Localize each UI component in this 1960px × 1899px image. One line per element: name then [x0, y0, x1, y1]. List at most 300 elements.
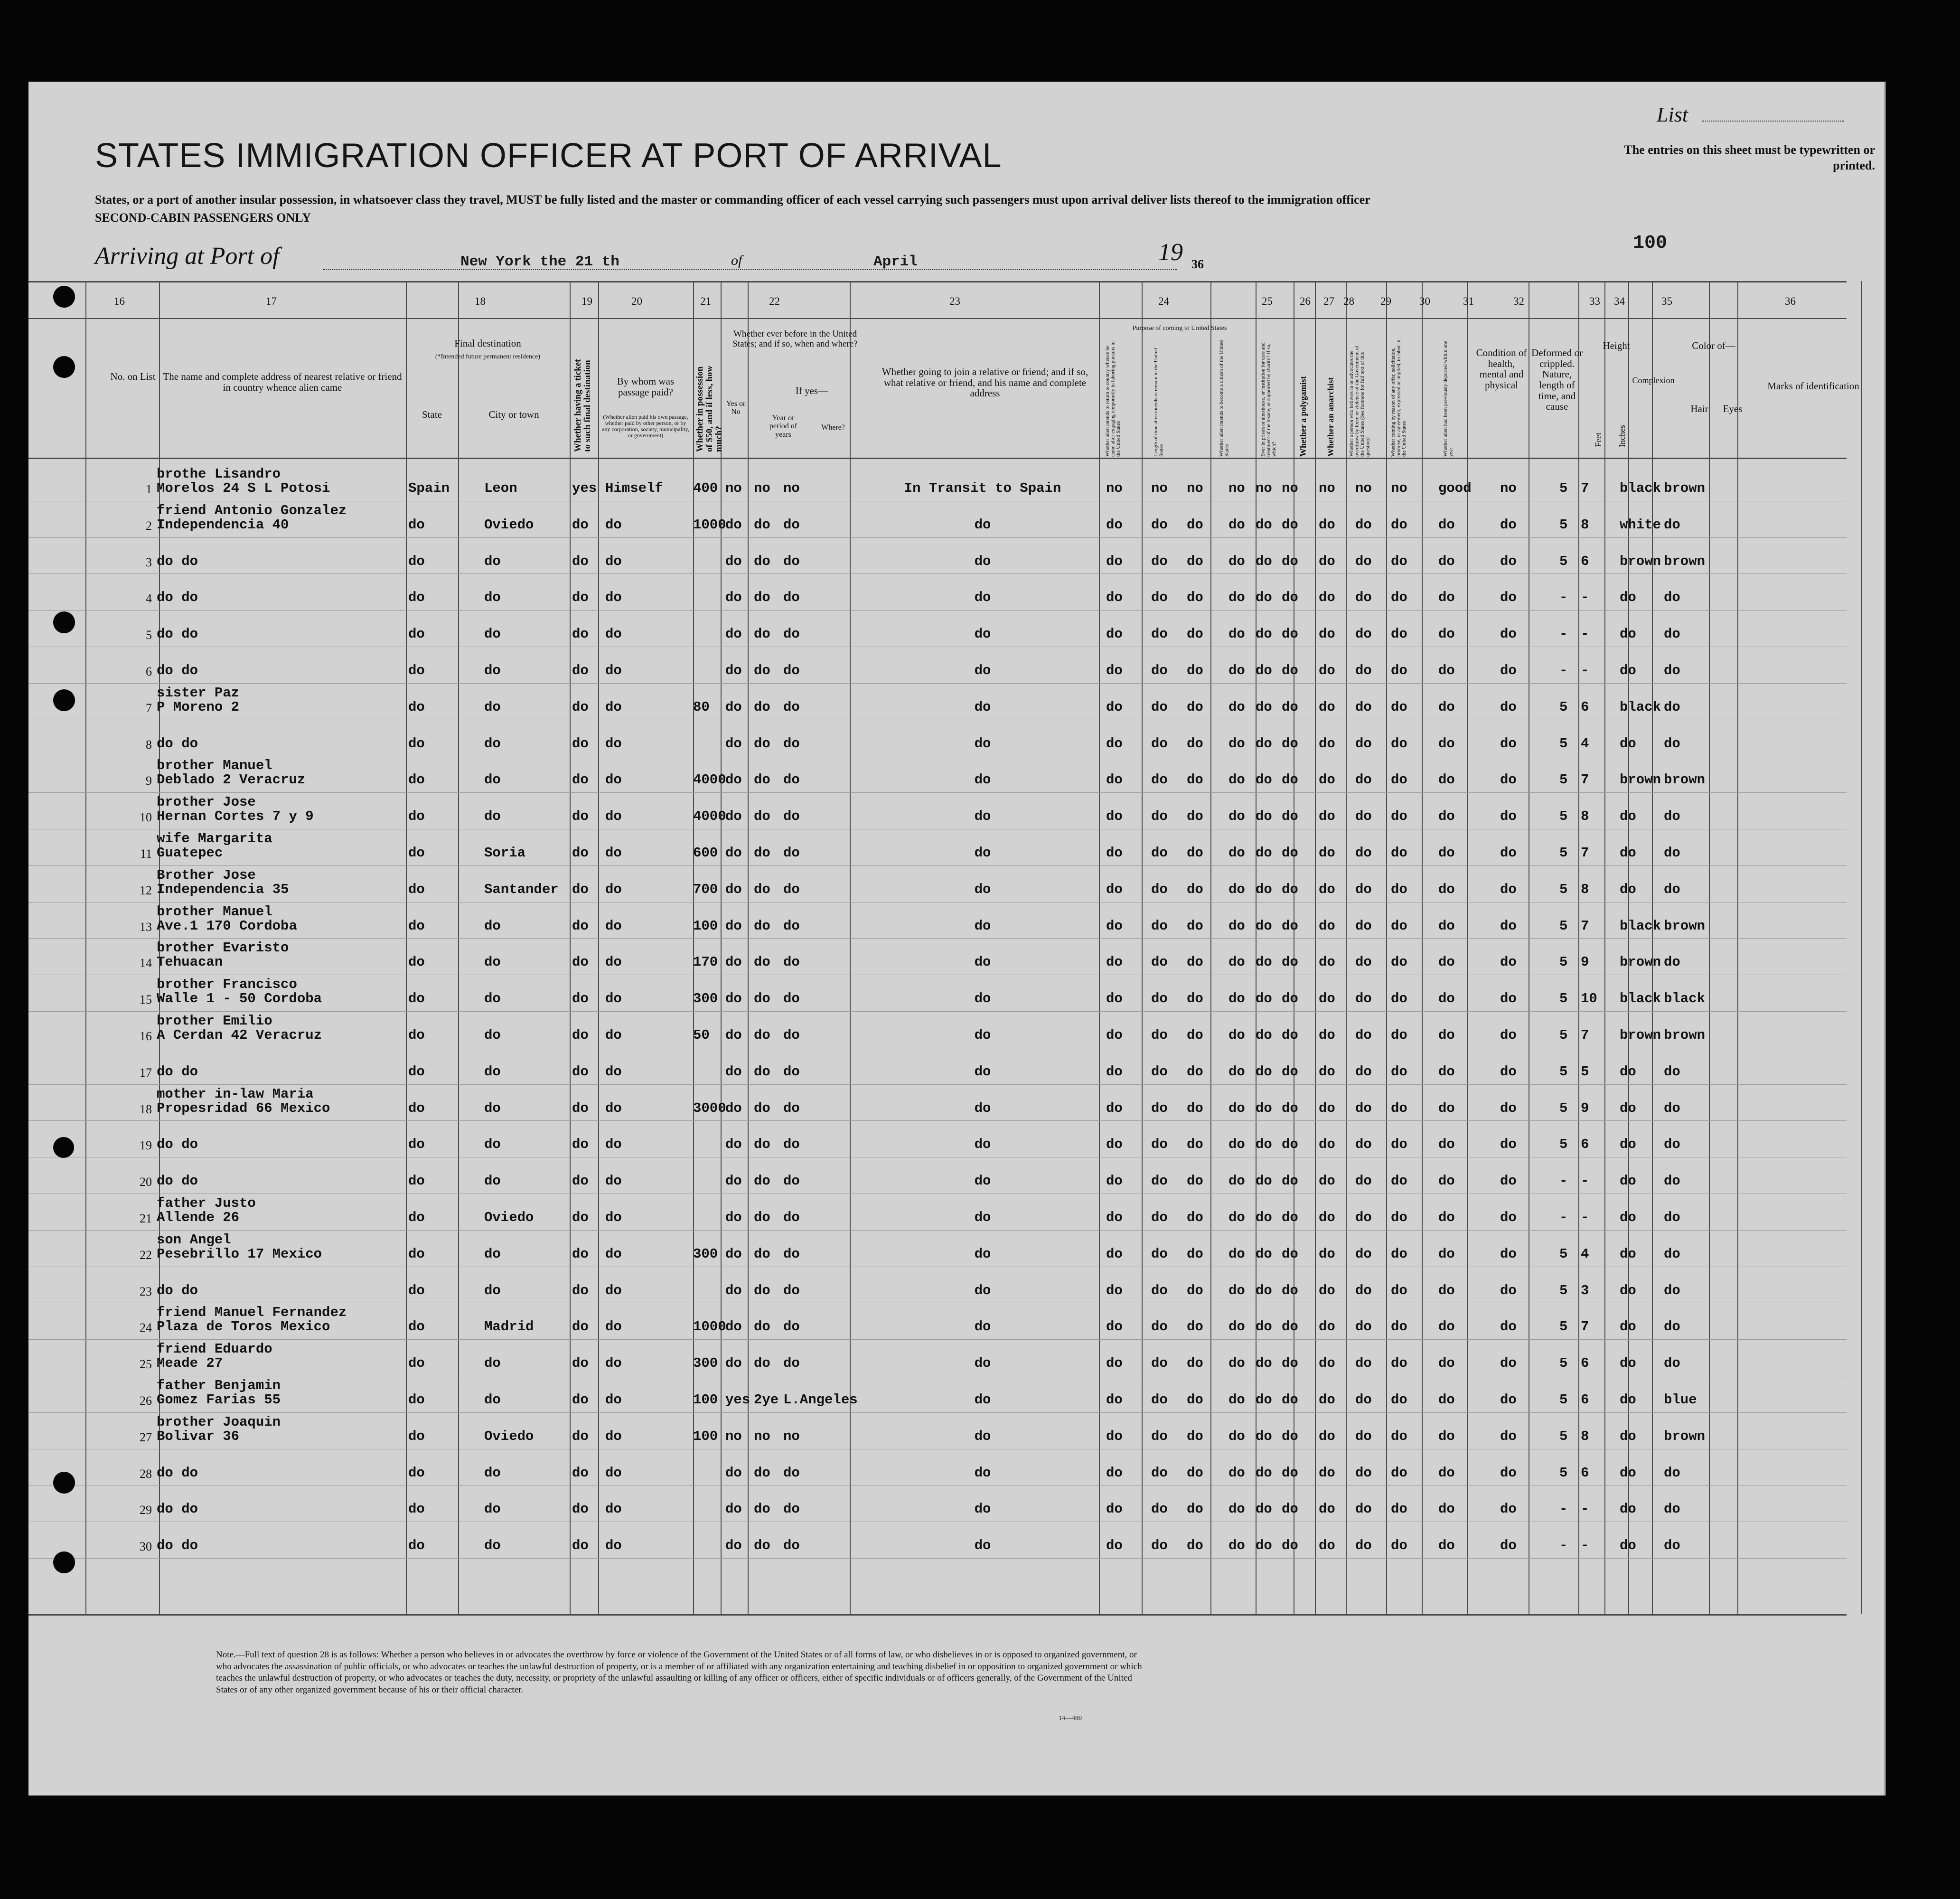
cell-state: do: [408, 1501, 425, 1517]
relative-address: Deblado 2 Veracruz: [157, 772, 306, 788]
cell-p-length: do: [1151, 1027, 1168, 1043]
cell-offer: do: [1355, 1319, 1372, 1335]
cell-hair: do: [1620, 1355, 1636, 1372]
cell-eyes: brown: [1664, 553, 1706, 569]
cell-p-citizen: do: [1187, 1319, 1203, 1335]
cell-city: do: [484, 553, 501, 569]
cell-money: 170: [693, 954, 718, 970]
cell-eyes: do: [1664, 517, 1680, 533]
cell-deported: do: [1391, 1027, 1407, 1043]
cell-eyes: black: [1664, 991, 1706, 1007]
cell-where: do: [783, 918, 800, 934]
cell-prison: do: [1229, 954, 1245, 970]
cell-prison: do: [1229, 1137, 1245, 1153]
column-rule: [1142, 281, 1143, 1614]
cell-where: no: [783, 1428, 800, 1444]
cell-p-return: do: [1106, 1246, 1123, 1262]
cell-p-length: do: [1151, 845, 1168, 861]
cell-health: do: [1438, 1137, 1455, 1153]
cell-q28: do: [1319, 954, 1335, 970]
cell-p-length: do: [1151, 1063, 1168, 1080]
cell-eyes: do: [1664, 1465, 1680, 1481]
relative-name: sister Paz: [157, 685, 240, 701]
cell-before: do: [725, 590, 742, 606]
relative-address: Pesebrillo 17 Mexico: [157, 1246, 322, 1262]
header-purpose-length: Length of time alien intends to remain in the United States: [1153, 348, 1164, 457]
month-value: April: [873, 254, 918, 270]
header-deported: Whether alien had been previously deported within one year: [1443, 340, 1454, 457]
cell-ticket: do: [572, 881, 589, 897]
cell-p-length: do: [1151, 881, 1168, 897]
cell-before: do: [725, 1173, 742, 1189]
cell-health: do: [1438, 699, 1455, 715]
row-number: 11: [140, 847, 152, 861]
column-rule: [721, 281, 722, 1614]
cell-state: do: [408, 954, 425, 970]
cell-ticket: do: [572, 845, 589, 861]
cell-city: do: [484, 1246, 501, 1262]
cell-polyg: do: [1256, 1210, 1272, 1225]
relative-name: brother Evaristo: [157, 940, 289, 956]
header-where: Where?: [821, 423, 845, 432]
row-number: 30: [140, 1540, 152, 1554]
cell-health: do: [1438, 954, 1455, 970]
cell-p-length: do: [1151, 626, 1168, 642]
cell-q28: do: [1319, 1173, 1335, 1189]
cell-feet: 5: [1559, 1282, 1568, 1298]
cell-deformed: do: [1500, 1210, 1517, 1225]
cell-p-citizen: do: [1187, 1501, 1203, 1517]
cell-where: do: [783, 845, 800, 861]
cell-deformed: do: [1500, 1246, 1517, 1262]
cell-eyes: do: [1664, 1538, 1680, 1554]
row-rule: [28, 1120, 1847, 1121]
relative-address: Allende 26: [157, 1210, 240, 1225]
cell-offer: do: [1355, 699, 1372, 715]
cell-paid: do: [605, 1465, 622, 1481]
cell-p-citizen: do: [1187, 1355, 1203, 1372]
cell-join: do: [974, 1501, 991, 1517]
cell-paid: do: [605, 1137, 622, 1153]
cell-year: do: [754, 1246, 770, 1262]
cell-deported: do: [1391, 517, 1407, 533]
arriving-label: Arriving at Port of: [95, 243, 280, 270]
cell-anarch: do: [1282, 845, 1298, 861]
cell-feet: 5: [1559, 918, 1568, 934]
cell-offer: do: [1355, 1392, 1372, 1408]
cell-anarch: do: [1282, 663, 1298, 678]
column-number: 21: [700, 295, 711, 307]
column-number: 24: [1158, 295, 1169, 307]
cell-health: do: [1438, 1173, 1455, 1189]
cell-deformed: do: [1500, 590, 1517, 606]
cell-p-citizen: do: [1187, 1538, 1203, 1554]
cell-inches: 4: [1581, 1246, 1589, 1262]
page-number: 100: [1633, 233, 1668, 254]
cell-feet: -: [1559, 1538, 1568, 1554]
cell-deported: do: [1391, 1282, 1407, 1298]
cell-deported: do: [1391, 1173, 1407, 1189]
column-number: 16: [114, 295, 125, 307]
cell-p-return: do: [1106, 1063, 1123, 1080]
cell-before: no: [725, 480, 742, 496]
cell-city: do: [484, 699, 501, 715]
cell-feet: -: [1559, 590, 1568, 606]
cell-p-return: do: [1106, 772, 1123, 788]
cell-paid: do: [605, 1538, 622, 1554]
cell-p-citizen: do: [1187, 1027, 1203, 1043]
cell-q28: do: [1319, 1501, 1335, 1517]
cell-p-return: do: [1106, 918, 1123, 934]
row-number: 19: [140, 1138, 152, 1153]
header-complexion: Complexion: [1632, 376, 1675, 385]
cell-deported: do: [1391, 1137, 1407, 1153]
relative-name: brother Jose: [157, 794, 256, 810]
cell-polyg: do: [1256, 1465, 1272, 1481]
cell-ticket: do: [572, 699, 589, 715]
cell-city: do: [484, 1355, 501, 1372]
cell-ticket: do: [572, 590, 589, 606]
row-number: 17: [140, 1065, 152, 1080]
relative-address: do do: [157, 626, 198, 642]
cell-deported: do: [1391, 918, 1407, 934]
cell-inches: 9: [1581, 1100, 1589, 1116]
column-number: 28: [1343, 295, 1354, 307]
cell-prison: do: [1229, 808, 1245, 825]
relative-address: Guatepec: [157, 845, 223, 861]
cell-feet: 5: [1559, 1137, 1568, 1153]
header-before-in-us: Whether ever before in the United States; and if so, when and where?: [732, 329, 858, 349]
cell-offer: do: [1355, 626, 1372, 642]
cell-feet: 5: [1559, 881, 1568, 897]
cell-before: do: [725, 1246, 742, 1262]
relative-address: Tehuacan: [157, 954, 223, 970]
cell-prison: do: [1229, 1538, 1245, 1554]
relative-name: brother Manuel: [157, 903, 272, 920]
cell-health: do: [1438, 1465, 1455, 1481]
column-number: 17: [266, 295, 277, 307]
row-number: 25: [140, 1357, 152, 1372]
cell-eyes: do: [1664, 1246, 1680, 1262]
cell-anarch: do: [1282, 735, 1298, 752]
cell-prison: do: [1229, 1392, 1245, 1408]
cell-p-return: do: [1106, 845, 1123, 861]
row-rule: [28, 573, 1847, 574]
cell-join: do: [974, 1210, 991, 1225]
cell-p-length: do: [1151, 808, 1168, 825]
cell-health: good: [1438, 480, 1472, 496]
cell-deformed: do: [1500, 699, 1517, 715]
cell-year: do: [754, 553, 770, 569]
cell-ticket: do: [572, 517, 589, 533]
header-ticket: Whether having a ticket to such final destination: [573, 359, 592, 452]
relative-address: Meade 27: [157, 1355, 223, 1372]
header-purpose-return: Whether alien intends to return to country whence he came after engaging temporarily in laboring pursuits in the United States: [1105, 341, 1122, 457]
row-number: 22: [140, 1248, 152, 1262]
cell-p-return: do: [1106, 1210, 1123, 1225]
cell-p-citizen: do: [1187, 808, 1203, 825]
column-number: 34: [1614, 295, 1625, 307]
header-anarchist: Whether an anarchist: [1326, 377, 1335, 457]
cell-year: do: [754, 699, 770, 715]
cell-deported: no: [1391, 480, 1407, 496]
relative-name: friend Eduardo: [157, 1341, 272, 1357]
cell-deformed: do: [1500, 1392, 1517, 1408]
cell-eyes: do: [1664, 808, 1680, 825]
cell-polyg: do: [1256, 1027, 1272, 1043]
column-rule: [85, 281, 86, 1614]
cell-where: do: [783, 991, 800, 1007]
row-number: 16: [140, 1029, 152, 1043]
cell-inches: 5: [1581, 1063, 1589, 1080]
column-number: 25: [1262, 295, 1273, 307]
relative-address: do do: [157, 1173, 198, 1189]
cell-anarch: do: [1282, 1100, 1298, 1116]
cell-city: do: [484, 1137, 501, 1153]
cell-p-length: do: [1151, 1282, 1168, 1298]
cell-prison: do: [1229, 626, 1245, 642]
relative-address: P Moreno 2: [157, 699, 240, 715]
cell-join: do: [974, 991, 991, 1007]
cell-hair: do: [1620, 590, 1636, 606]
column-rule: [598, 281, 599, 1614]
cell-eyes: do: [1664, 699, 1680, 715]
cell-anarch: do: [1282, 808, 1298, 825]
cell-polyg: do: [1256, 1538, 1272, 1554]
cell-deformed: do: [1500, 1063, 1517, 1080]
cell-before: do: [725, 517, 742, 533]
cell-state: do: [408, 1027, 425, 1043]
cell-q28: do: [1319, 735, 1335, 752]
cell-paid: do: [605, 1100, 622, 1116]
cell-eyes: do: [1664, 735, 1680, 752]
cell-before: yes: [725, 1392, 750, 1408]
header-prison: Ever in prison or almshouse, or institution for care and treatment of the insane, or supported by charity? If so, which?: [1260, 342, 1277, 457]
cell-eyes: do: [1664, 1173, 1680, 1189]
cell-q28: do: [1319, 663, 1335, 678]
cell-p-return: no: [1106, 480, 1123, 496]
cell-year: do: [754, 1282, 770, 1298]
column-number: 30: [1419, 295, 1430, 307]
cell-feet: 5: [1559, 480, 1568, 496]
cell-feet: 5: [1559, 772, 1568, 788]
relative-address: do do: [157, 590, 198, 606]
header-purpose-citizen: Whether alien intends to become a citizen of the United States: [1219, 340, 1230, 457]
cell-q28: do: [1319, 1282, 1335, 1298]
cell-health: do: [1438, 590, 1455, 606]
cell-city: do: [484, 1465, 501, 1481]
column-rule: [406, 281, 407, 1614]
cell-prison: do: [1229, 1428, 1245, 1444]
cell-polyg: do: [1256, 1428, 1272, 1444]
column-number: 32: [1513, 295, 1524, 307]
cell-deformed: do: [1500, 991, 1517, 1007]
row-number: 27: [140, 1430, 152, 1444]
cell-before: do: [725, 954, 742, 970]
relative-name: brother Emilio: [157, 1013, 272, 1029]
cell-anarch: do: [1282, 1465, 1298, 1481]
binder-hole: [53, 1551, 75, 1573]
column-rule: [1386, 281, 1387, 1614]
cell-before: do: [725, 699, 742, 715]
cell-anarch: do: [1282, 772, 1298, 788]
cell-eyes: do: [1664, 1282, 1680, 1298]
cell-deformed: do: [1500, 626, 1517, 642]
cell-offer: do: [1355, 553, 1372, 569]
cell-city: do: [484, 918, 501, 934]
cell-anarch: do: [1282, 517, 1298, 533]
relative-address: Ave.1 170 Cordoba: [157, 918, 297, 934]
row-number: 28: [140, 1467, 152, 1481]
cell-before: do: [725, 1137, 742, 1153]
header-relative-address: The name and complete address of nearest relative or friend in country whence alien came: [163, 371, 402, 393]
cell-year: do: [754, 1027, 770, 1043]
cell-offer: do: [1355, 1246, 1372, 1262]
cell-join: do: [974, 699, 991, 715]
cell-deformed: do: [1500, 954, 1517, 970]
cell-eyes: brown: [1664, 1428, 1706, 1444]
cell-year: do: [754, 735, 770, 752]
cell-paid: do: [605, 1319, 622, 1335]
list-label: List: [1657, 103, 1688, 126]
cell-deported: do: [1391, 1465, 1407, 1481]
cell-polyg: do: [1256, 1173, 1272, 1189]
relative-address: Hernan Cortes 7 y 9: [157, 808, 314, 825]
cell-p-citizen: do: [1187, 1063, 1203, 1080]
column-rule: [1737, 281, 1738, 1614]
column-number: 20: [631, 295, 642, 307]
cell-ticket: do: [572, 1137, 589, 1153]
cell-ticket: do: [572, 772, 589, 788]
relative-name: mother in-law Maria: [157, 1086, 314, 1102]
cell-anarch: do: [1282, 1137, 1298, 1153]
cell-paid: do: [605, 1428, 622, 1444]
cell-anarch: do: [1282, 553, 1298, 569]
cell-before: do: [725, 1027, 742, 1043]
cell-offer: do: [1355, 590, 1372, 606]
cell-prison: do: [1229, 1210, 1245, 1225]
cell-prison: do: [1229, 699, 1245, 715]
cell-where: do: [783, 1319, 800, 1335]
row-rule: [28, 610, 1847, 611]
row-number: 5: [146, 628, 152, 642]
cell-p-length: do: [1151, 772, 1168, 788]
manifest-sheet: [28, 82, 1886, 1796]
header-feet: Feet: [1594, 432, 1603, 447]
cell-inches: 7: [1581, 1027, 1589, 1043]
cell-offer: do: [1355, 1137, 1372, 1153]
cell-deported: do: [1391, 1392, 1407, 1408]
cell-p-length: do: [1151, 663, 1168, 678]
cell-city: do: [484, 590, 501, 606]
relative-address: do do: [157, 1538, 198, 1554]
cell-ticket: do: [572, 991, 589, 1007]
list-number-line: [1702, 121, 1844, 122]
year-prefix: 19: [1158, 239, 1183, 266]
cell-paid: Himself: [605, 480, 663, 496]
cell-feet: 5: [1559, 517, 1568, 533]
cell-eyes: do: [1664, 663, 1680, 678]
cell-health: do: [1438, 735, 1455, 752]
cell-p-length: do: [1151, 553, 1168, 569]
cell-inches: 7: [1581, 918, 1589, 934]
relative-address: Propesridad 66 Mexico: [157, 1100, 330, 1116]
column-rule: [850, 281, 851, 1614]
cell-before: do: [725, 663, 742, 678]
cell-hair: brown: [1620, 1027, 1661, 1043]
cell-paid: do: [605, 1246, 622, 1262]
cell-eyes: blue: [1664, 1392, 1697, 1408]
cell-q28: do: [1319, 626, 1335, 642]
cell-offer: do: [1355, 1501, 1372, 1517]
cell-anarch: do: [1282, 1319, 1298, 1335]
row-number: 29: [140, 1503, 152, 1517]
cell-p-citizen: no: [1187, 480, 1203, 496]
column-number: 18: [475, 295, 486, 307]
cell-deported: do: [1391, 1355, 1407, 1372]
cell-prison: do: [1229, 845, 1245, 861]
cell-ticket: do: [572, 1501, 589, 1517]
cell-prison: do: [1229, 1501, 1245, 1517]
cell-state: do: [408, 918, 425, 934]
cell-feet: 5: [1559, 1465, 1568, 1481]
cell-p-return: do: [1106, 1428, 1123, 1444]
cell-polyg: do: [1256, 590, 1272, 606]
cell-inches: 6: [1581, 699, 1589, 715]
cell-p-return: do: [1106, 735, 1123, 752]
cell-eyes: do: [1664, 954, 1680, 970]
cell-state: do: [408, 1100, 425, 1116]
cell-deported: do: [1391, 553, 1407, 569]
cell-where: do: [783, 1465, 800, 1481]
cell-ticket: do: [572, 1100, 589, 1116]
cell-paid: do: [605, 845, 622, 861]
cell-p-return: do: [1106, 1027, 1123, 1043]
cell-polyg: do: [1256, 699, 1272, 715]
column-rule: [458, 281, 459, 1614]
cell-ticket: do: [572, 1210, 589, 1225]
cell-deformed: no: [1500, 480, 1517, 496]
relative-address: Independencia 40: [157, 517, 289, 533]
cell-p-return: do: [1106, 590, 1123, 606]
cell-hair: black: [1620, 991, 1661, 1007]
header-height: Height: [1603, 340, 1630, 351]
cell-ticket: do: [572, 808, 589, 825]
cell-join: do: [974, 1282, 991, 1298]
relative-name: friend Manuel Fernandez: [157, 1305, 347, 1321]
cell-health: do: [1438, 991, 1455, 1007]
relative-address: Plaza de Toros Mexico: [157, 1319, 330, 1335]
cell-p-return: do: [1106, 1173, 1123, 1189]
cell-hair: do: [1620, 1210, 1636, 1225]
cell-prison: do: [1229, 735, 1245, 752]
cell-city: Oviedo: [484, 517, 534, 533]
cell-q28: do: [1319, 1100, 1335, 1116]
cell-p-return: do: [1106, 881, 1123, 897]
cell-before: do: [725, 772, 742, 788]
cell-deformed: do: [1500, 1355, 1517, 1372]
page-subtitle: States, or a port of another insular possession, in whatsoever class they travel, MUST be fully listed and the master or commanding officer of each vessel carrying such passengers must upon arrival deliver lists thereof to the immigration officer: [95, 193, 1370, 207]
cell-city: Madrid: [484, 1319, 534, 1335]
cell-hair: do: [1620, 1282, 1636, 1298]
cell-polyg: do: [1256, 918, 1272, 934]
relative-name: brother Francisco: [157, 977, 297, 993]
row-number: 7: [146, 701, 152, 715]
cell-deported: do: [1391, 626, 1407, 642]
cell-deported: do: [1391, 699, 1407, 715]
cell-inches: -: [1581, 663, 1589, 678]
cell-prison: do: [1229, 918, 1245, 934]
